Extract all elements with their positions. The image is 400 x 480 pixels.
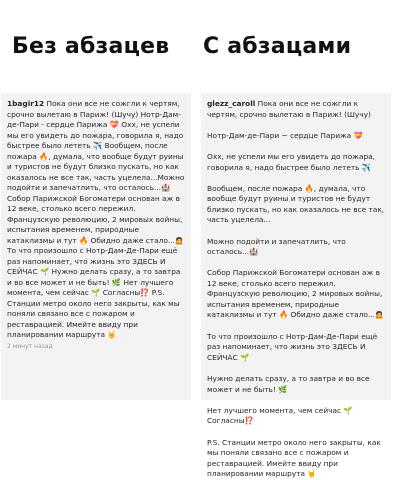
comment-timestamp: 2 минут назад	[7, 342, 53, 350]
comment-paragraph: P.S. Станции метро около него закрыты, как мы поняли связано все с пожаром и реставрацией. Имейте ввиду при планировании маршрута 🤘	[207, 437, 381, 479]
comment-paragraph: Охх, не успели мы его увидеть до пожара, говорила я, надо быстрее было лететь ✈️	[207, 152, 376, 172]
comment-paragraph: Нотр-Дам-де-Пари ~ сердце Парижа 💝	[207, 130, 363, 140]
comment-paragraph: Собор Парижской Богоматери основан аж в 12 веке, столько всего пережил. Французскую революцию, 2 мировых войны, испытания временем, природные катаклизмы и тут 🔥 Обидно даже стало...🙍	[207, 268, 385, 320]
comment-panel-without-paragraphs	[1, 93, 191, 400]
comment-paragraph	[207, 99, 386, 120]
comment-paragraph-text: Пока они все не сожгли к чертям, срочно вылетаю в Париж! (Шучу)	[207, 99, 371, 119]
comment-panel-with-paragraphs	[201, 93, 391, 479]
comment-paragraph: Можно подойти и запечатлить, что осталось...🏰	[207, 236, 346, 257]
heading-without-paragraphs: Без абзацев	[12, 34, 170, 59]
comment-text-block	[7, 99, 186, 351]
heading-with-paragraphs: С абзацами	[203, 34, 352, 59]
comment-paragraph: Нужно делать сразу, а то завтра и во все может и не быть! 🌿	[207, 374, 370, 394]
comment-paragraph: Нет лучшего момента, чем сейчас 🌱 Согласны⁉️	[207, 405, 353, 426]
comment-body: Пока они все не сожгли к чертям, срочно вылетаю в Париж! (Шучу) Нотр-Дам-де-Пари - сердце Парижа 💝 Охх, не успели мы его увидеть до пожара, говорила я, надо быстрее было лететь ✈️ Вообщем, после пожара 🔥, думала, что вообще будут руины и туристов не будут близко пускать, но как оказалось не все так, часть уцелела...Можно подойти и запечатлить, что осталось...🏰 Собор Парижской Богоматери основан аж в 12 веке, столько всего пережил. Французскую революцию, 2 мировых войны, испытания временем, природные катаклизмы и тут 🔥 Обидно даже стало...🙍 То что произошло с Нотр-Дам-Де-Пари ещё раз напоминает, что жизнь это ЗДЕСЬ И СЕЙЧАС 🌱 Нужно делать сразу, а то завтра и во все может и не быть! 🌿 Нет лучшего момента, чем сейчас 🌱 Согласны⁉️ P.S. Станции метро около него закрыты, как мы поняли связано все с пожаром и реставрацией. Имейте ввиду при планировании маршрута 🤘	[7, 99, 185, 339]
comment-paragraph: То что произошло с Нотр-Дам-Де-Пари ещё раз напоминает, что жизнь это ЗДЕСЬ И СЕЙЧАС 🌱	[207, 331, 378, 362]
comment-username[interactable]: 1bagir12	[7, 99, 45, 108]
comment-username[interactable]: glezz_caroll	[207, 99, 256, 108]
comment-paragraph: Вообщем, после пожара 🔥, думала, что вообще будут руины и туристов не будут близко пускать, но как оказалось не все так, часть уцелела...	[207, 183, 385, 225]
